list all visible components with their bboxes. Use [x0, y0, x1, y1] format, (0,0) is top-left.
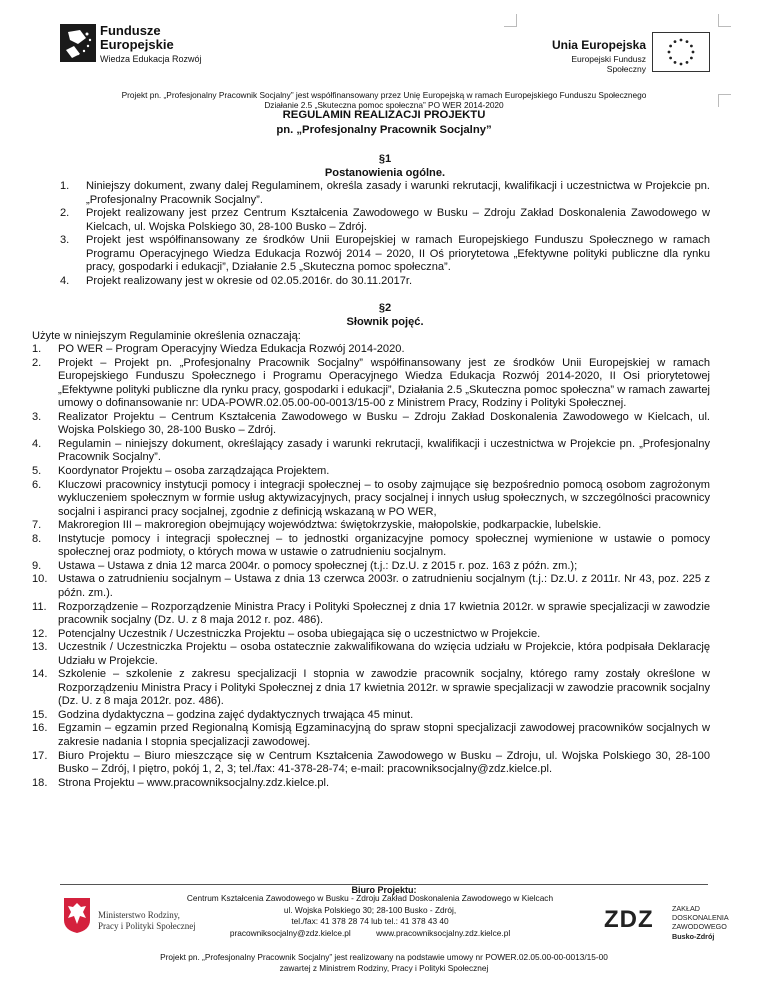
list-item-number: 4.	[32, 437, 42, 450]
list-item-text: Egzamin – egzamin przed Regionalną Komisją Egzaminacyjną do spraw stopni specjalizacji zawodowej pracowników socjalnych w zakresie nadania I stopnia specjalizacji zawodowej.	[58, 722, 710, 748]
email-link[interactable]: pracowniksocjalny@zdz.kielce.pl	[229, 927, 351, 938]
fe-logo-text	[100, 24, 174, 52]
list-item-number: 2.	[60, 207, 70, 220]
list-item	[32, 573, 710, 600]
website-link[interactable]: www.pracowniksocjalny.zdz.kielce.pl	[376, 927, 511, 938]
fe-subtitle: Wiedza Edukacja Rozwój	[100, 54, 202, 64]
list-item-number: 5.	[32, 465, 42, 478]
fundusze-europejskie-logo-icon	[60, 24, 96, 62]
page-header	[0, 0, 768, 120]
list-item-number: 8.	[32, 532, 42, 545]
list-item-text: Projekt – Projekt pn. „Profesjonalny Pracownik Socjalny” współfinansowany jest ze środków Unii Europejskiej w ramach Europejskiego Funduszu Społecznego i Programu Operacyjnego Wiedza Edukacja Rozwój 2014-2020, II Osi priorytetowej „Efektywne polityki publiczne dla rynku pracy, gospodarki i edukacji”, Działania 2.5 „Skuteczna pomoc społeczna” w ramach zawartej umowy o dofinansowanie nr: UDA-POWR.02.05.00-00-0013/15-00 z Ministrem Pracy, Rodziny i Polityki Społecznej.	[58, 356, 710, 410]
fe-title: Fundusze	[100, 23, 161, 38]
list-item-text: Ustawa – Ustawa z dnia 12 marca 2004r. o pomocy społecznej (t.j.: Dz.U. z 2015 r. poz. 163 z późn. zm.);	[58, 559, 578, 572]
list-item	[32, 641, 710, 668]
list-item-number: 9.	[32, 559, 42, 572]
list-item-number: 6.	[32, 478, 42, 491]
list-item	[32, 533, 710, 560]
list-item	[32, 709, 710, 723]
ue-text	[536, 38, 646, 74]
project-funding-line: Działanie 2.5 „Skuteczna pomoc społeczna” PO WER 2014-2020	[264, 100, 504, 110]
list-item-number: 3.	[32, 410, 42, 423]
list-item	[60, 180, 710, 207]
list-item-text: Niniejszy dokument, zwany dalej Regulaminem, określa zasady i warunki rekrutacji, kwalifikacji i uczestnictwa w Projekcie pn. „Profesjonalny Pracownik Socjalny”.	[86, 180, 710, 206]
list-item-number: 13.	[32, 641, 48, 654]
list-item-number: 12.	[32, 627, 48, 640]
list-item-number: 7.	[32, 519, 42, 532]
footer-line: Centrum Kształcenia Zawodowego w Busku - Zdroju Zakład Doskonalenia Zawodowego w Kielcach	[186, 893, 554, 903]
section-number: §1	[378, 153, 392, 165]
footer-project-info	[0, 952, 768, 974]
list-item	[32, 750, 710, 777]
list-item-text: Regulamin – niniejszy dokument, określający zasady i warunki rekrutacji, kwalifikacji i uczestnictwa w Projekcie pn. „Profesjonalny Pracownik Socjalny”.	[58, 437, 710, 464]
list-item-number: 15.	[32, 708, 48, 721]
section-1-list	[60, 180, 710, 288]
list-item	[32, 519, 710, 533]
zdz-logo-icon: ZDZ	[604, 906, 654, 933]
list-item	[32, 438, 710, 465]
list-item	[32, 560, 710, 574]
list-item	[60, 207, 710, 234]
zdz-line: ZAKŁAD	[672, 904, 700, 913]
list-item-text: Makroregion III – makroregion obejmujący województwa: świętokrzyskie, małopolskie, podkarpackie, lubelskie.	[58, 519, 602, 532]
list-item-number: 16.	[32, 722, 48, 735]
list-item-text: Ustawa o zatrudnieniu socjalnym – Ustawa z dnia 13 czerwca 2003r. o zatrudnieniu socjalnym (t.j.: Dz.U. z 2011r. Nr 43, poz. 225 z późn. zm.).	[58, 573, 710, 599]
list-item-text: Uczestnik / Uczestniczka Projektu – osoba ostatecznie zakwalifikowana do wzięcia udziału w Projekcie, która podpisała Deklarację Udziału w Projekcie.	[58, 641, 710, 667]
list-item-text: Projekt realizowany jest w okresie od 02.05.2016r. do 30.11.2017r.	[86, 274, 413, 287]
section-title: Postanowienia ogólne.	[324, 166, 446, 179]
list-item	[32, 601, 710, 628]
section-intro: Użyte w niniejszym Regulaminie określenia oznaczają:	[32, 329, 301, 342]
section-2-list	[32, 343, 710, 790]
zdz-line: DOSKONALENIA	[672, 913, 729, 922]
footer-line: ul. Wojska Polskiego 30; 28-100 Busko - Zdrój,	[283, 904, 457, 915]
document-subtitle: pn. „Profesjonalny Pracownik Socjalny”	[276, 124, 492, 136]
zdz-line: ZAWODOWEGO	[672, 922, 727, 931]
list-item-number: 10.	[32, 573, 48, 586]
list-item-text: Kluczowi pracownicy instytucji pomocy i integracji społecznej – to osoby zajmujące się bezpośrednio pomocą osobom zagrożonym wykluczeniem społecznym w formie usług aktywizacyjnych, pracy socjalnej i innych usług społecznych, w szczególności pracownicy socjalni i aspiranci pracy socjalnej, zgodnie z definicją wskazaną w PO WER,	[58, 478, 710, 518]
polish-eagle-icon	[62, 896, 92, 934]
section-number: §2	[378, 302, 392, 315]
list-item-number: 1.	[60, 180, 70, 193]
list-item	[32, 411, 710, 438]
footer-address	[160, 893, 580, 939]
document-body	[32, 153, 710, 790]
list-item-text: Biuro Projektu – Biuro mieszczące się w Centrum Kształcenia Zawodowego w Busku – Zdroju, ul. Wojska Polskiego 30, 28-100 Busko – Zdrój, I piętro, pokój 1, 2, 3; tel./fax: 41-378-28-74; e-mail: pracowniksocjalny@zdz.kielce.pl.	[58, 749, 710, 776]
zdz-text	[672, 904, 729, 941]
list-item-number: 2.	[32, 356, 42, 369]
list-item	[32, 465, 710, 479]
list-item	[60, 234, 710, 275]
footer-contact-line	[160, 928, 580, 940]
list-item	[32, 668, 710, 709]
list-item-number: 11.	[32, 600, 47, 613]
list-item-text: Koordynator Projektu – osoba zarządzająca Projektem.	[58, 465, 330, 478]
list-item	[32, 479, 710, 520]
list-item-text: PO WER – Program Operacyjny Wiedza Edukacja Rozwój 2014-2020.	[58, 343, 405, 356]
fe-title: Europejskie	[100, 37, 174, 52]
project-funding-line: Projekt pn. „Profesjonalny Pracownik Socjalny” jest współfinansowany przez Unię Europejską w ramach Europejskiego Funduszu Społecznego	[121, 90, 647, 100]
footer-line: tel./fax: 41 378 28 74 lub tel.: 41 378 43 40	[291, 916, 449, 926]
list-item-number: 1.	[32, 343, 42, 356]
list-item-text: Szkolenie – szkolenie z zakresu specjalizacji I stopnia w zawodzie pracownik socjalny, którego ramy zostały określone w Rozporządzeniu Ministra Pracy i Polityki Społecznej z dnia 17 kwietnia 2012r. w sprawie specjalizacji w zawodzie pracownik socjalny (Dz. U. z 8 maja 2012r. poz. 486).	[58, 668, 710, 708]
list-item	[32, 357, 710, 411]
list-item-number: 4.	[60, 274, 70, 287]
list-item-number: 14.	[32, 668, 48, 681]
list-item	[32, 343, 710, 357]
footer-project-line: Projekt pn. „Profesjonalny Pracownik Socjalny” jest realizowany na podstawie umowy nr POWER.02.05.00-00-0013/15-00	[160, 952, 608, 962]
ministry-line: Pracy i Polityki Społecznej	[98, 921, 196, 931]
list-item-text: Potencjalny Uczestnik / Uczestniczka Projektu – osoba ubiegająca się o uczestnictwo w Projekcie.	[58, 627, 541, 640]
list-item-text: Projekt jest współfinansowany ze środków Unii Europejskiej w ramach Europejskiego Funduszu Społecznego w ramach Programu Operacyjnego Wiedza Edukacja Rozwój 2014 – 2020, II Oś priorytetowa „Efektywne polityki publiczne dla rynku pracy, gospodarki i edukacji”, Działanie 2.5 „Skuteczna pomoc społeczna”.	[86, 234, 710, 274]
list-item-text: Strona Projektu – www.pracowniksocjalny.zdz.kielce.pl.	[58, 776, 330, 789]
list-item	[32, 777, 710, 791]
list-item-number: 18.	[32, 776, 48, 789]
list-item-text: Projekt realizowany jest przez Centrum Kształcenia Zawodowego w Busku – Zdroju Zakład Doskonalenia Zawodowego w Kielcach, ul. Wojska Polskiego 30, 28-100 Busko – Zdrój.	[86, 207, 710, 233]
list-item-text: Godzina dydaktyczna – godzina zajęć dydaktycznych trwająca 45 minut.	[58, 708, 414, 721]
zdz-line: Busko-Zdrój	[672, 932, 715, 941]
list-item-number: 17.	[32, 749, 48, 762]
footer-heading: Biuro Projektu:	[345, 885, 422, 895]
list-item	[32, 722, 710, 749]
list-item-text: Rozporządzenie – Rozporządzenie Ministra Pracy i Polityki Społecznej z dnia 17 kwietnia 2012r. w sprawie specjalizacji w zawodzie pracownik socjalny (Dz. U. z 8 maja 2012 r. poz. 486).	[58, 600, 710, 627]
list-item-number: 3.	[60, 234, 70, 247]
ue-subtitle: Europejski Fundusz Społeczny	[571, 54, 646, 74]
list-item-text: Instytucje pomocy i integracji społecznej – to jednostki organizacyjne pomocy społecznej wymienione w ustawie o pomocy społecznej oraz podmioty, o których mowa w ustawie o zatrudnieniu socjalnym.	[58, 532, 710, 559]
footer-project-line: zawartej z Ministrem Rodziny, Pracy i Polityki Społecznej	[279, 963, 489, 973]
section-title: Słownik pojęć.	[346, 316, 424, 329]
list-item	[32, 628, 710, 642]
ministry-line: Ministerstwo Rodziny,	[98, 910, 180, 920]
document-title: REGULAMIN REALIZACJI PROJEKTU	[282, 109, 486, 121]
page-footer	[0, 880, 768, 994]
ue-title: Unia Europejska	[551, 38, 646, 52]
eu-flag-icon	[652, 32, 710, 72]
list-item	[60, 275, 710, 289]
list-item-text: Realizator Projektu – Centrum Kształcenia Zawodowego w Busku – Zdroju Zakład Doskonalenia Zawodowego w Kielcach, ul. Wojska Polskiego 30, 28-100 Busko – Zdrój.	[58, 410, 710, 437]
